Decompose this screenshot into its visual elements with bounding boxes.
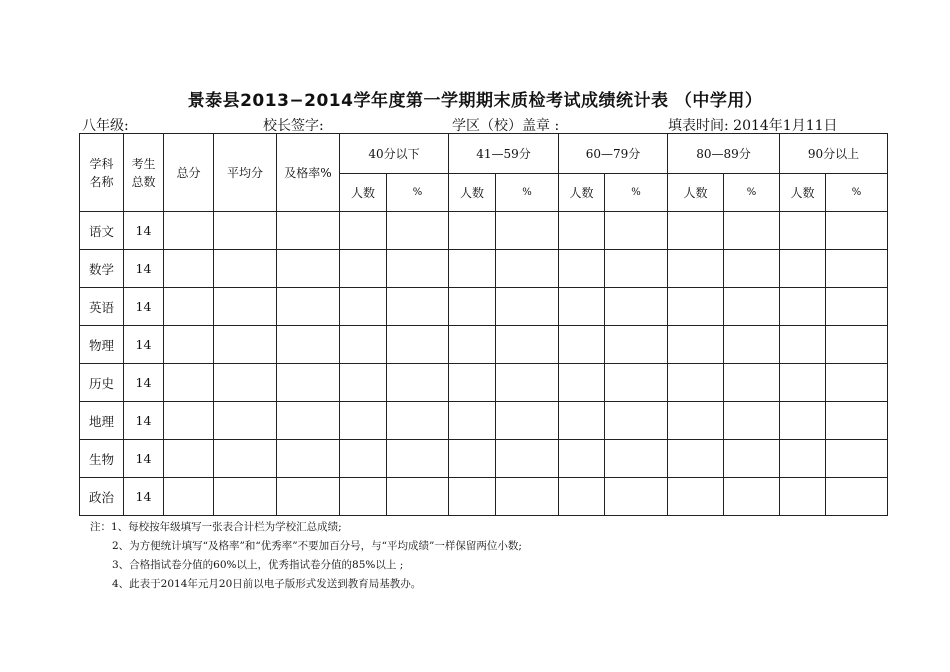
empty-entry-cell[interactable] [780,250,826,288]
empty-entry-cell[interactable] [559,250,605,288]
empty-entry-cell[interactable] [164,250,214,288]
band-2-people-header: 人数 [559,174,605,212]
page-title: 景泰县2013−2014学年度第一学期期末质检考试成绩统计表 （中学用） [187,91,763,111]
subject-header-line2: 名称 [89,174,114,189]
empty-entry-cell[interactable] [214,326,277,364]
band-2-percent-header: % [605,174,668,212]
empty-entry-cell[interactable] [340,250,387,288]
empty-entry-cell[interactable] [164,364,214,402]
empty-entry-cell[interactable] [214,402,277,440]
band-3-percent-header: % [724,174,780,212]
empty-entry-cell[interactable] [496,326,559,364]
table-row [80,326,888,364]
empty-entry-cell[interactable] [780,288,826,326]
pass-rate-header: 及格率% [277,134,340,212]
examinee-count-cell: 14 [124,402,164,440]
empty-entry-cell[interactable] [387,478,449,516]
empty-entry-cell[interactable] [724,288,780,326]
band-1-people-header: 人数 [449,174,496,212]
empty-entry-cell[interactable] [164,326,214,364]
examinee-count-cell: 14 [124,212,164,250]
empty-entry-cell[interactable] [559,478,605,516]
empty-entry-cell[interactable] [496,364,559,402]
empty-entry-cell[interactable] [164,478,214,516]
empty-entry-cell[interactable] [164,402,214,440]
empty-entry-cell[interactable] [668,478,724,516]
empty-entry-cell[interactable] [449,478,496,516]
empty-entry-cell[interactable] [340,440,387,478]
empty-entry-cell[interactable] [605,478,668,516]
note-4: 4、此表于2014年元月20日前以电子版形式发送到教育局基教办。 [112,578,422,590]
empty-entry-cell[interactable] [826,364,888,402]
empty-entry-cell[interactable] [605,326,668,364]
band-header-80-89: 80—89分 [668,134,780,174]
subject-header-line1: 学科 [89,156,114,171]
table-row [80,440,888,478]
empty-entry-cell[interactable] [668,440,724,478]
band-header-above-90: 90分以上 [780,134,888,174]
empty-entry-cell[interactable] [449,402,496,440]
subject-cell: 历史 [80,364,124,402]
empty-entry-cell[interactable] [826,440,888,478]
band-0-percent-header: % [387,174,449,212]
empty-entry-cell[interactable] [605,364,668,402]
empty-entry-cell[interactable] [277,402,340,440]
empty-entry-cell[interactable] [164,440,214,478]
empty-entry-cell[interactable] [826,250,888,288]
empty-entry-cell[interactable] [826,326,888,364]
empty-entry-cell[interactable] [780,212,826,250]
empty-entry-cell[interactable] [724,402,780,440]
empty-entry-cell[interactable] [449,326,496,364]
principal-signature-label: 校长签字: [263,118,324,134]
empty-entry-cell[interactable] [724,250,780,288]
subject-cell: 英语 [80,288,124,326]
empty-entry-cell[interactable] [724,212,780,250]
examinee-count-cell: 14 [124,250,164,288]
empty-entry-cell[interactable] [340,402,387,440]
empty-entry-cell[interactable] [277,364,340,402]
fill-date-label: 填表时间: 2014年1月11日 [668,118,838,134]
empty-entry-cell[interactable] [605,440,668,478]
band-header-41-59: 41—59分 [449,134,559,174]
empty-entry-cell[interactable] [449,288,496,326]
band-header-60-79: 60—79分 [559,134,668,174]
empty-entry-cell[interactable] [780,364,826,402]
examinees-header-line2: 总数 [131,174,156,189]
subject-cell: 数学 [80,250,124,288]
total-score-header: 总分 [164,134,214,212]
empty-entry-cell[interactable] [340,288,387,326]
table-row [80,478,888,516]
empty-entry-cell[interactable] [340,364,387,402]
examinee-count-cell: 14 [124,440,164,478]
empty-entry-cell[interactable] [277,250,340,288]
empty-entry-cell[interactable] [605,288,668,326]
empty-entry-cell[interactable] [214,364,277,402]
examinees-header [124,134,164,212]
band-1-percent-header: % [496,174,559,212]
empty-entry-cell[interactable] [387,288,449,326]
empty-entry-cell[interactable] [387,326,449,364]
examinee-count-cell: 14 [124,326,164,364]
empty-entry-cell[interactable] [496,440,559,478]
empty-entry-cell[interactable] [826,402,888,440]
empty-entry-cell[interactable] [496,288,559,326]
table-row [80,212,888,250]
empty-entry-cell[interactable] [277,440,340,478]
empty-entry-cell[interactable] [496,402,559,440]
empty-entry-cell[interactable] [559,364,605,402]
band-4-percent-header: % [826,174,888,212]
empty-entry-cell[interactable] [780,326,826,364]
band-header-below-40: 40分以下 [340,134,449,174]
note-2: 2、为方便统计填写“及格率”和“优秀率”不要加百分号，与“平均成绩”一样保留两位小数; [112,540,522,552]
examinees-header-line1: 考生 [131,156,156,171]
band-0-people-header: 人数 [340,174,387,212]
empty-entry-cell[interactable] [214,212,277,250]
empty-entry-cell[interactable] [605,402,668,440]
subject-cell: 地理 [80,402,124,440]
empty-entry-cell[interactable] [214,478,277,516]
empty-entry-cell[interactable] [164,212,214,250]
empty-entry-cell[interactable] [559,440,605,478]
empty-entry-cell[interactable] [340,212,387,250]
empty-entry-cell[interactable] [724,326,780,364]
empty-entry-cell[interactable] [387,212,449,250]
empty-entry-cell[interactable] [668,288,724,326]
empty-entry-cell[interactable] [780,402,826,440]
empty-entry-cell[interactable] [559,326,605,364]
empty-entry-cell[interactable] [668,326,724,364]
empty-entry-cell[interactable] [496,250,559,288]
table-row [80,402,888,440]
empty-entry-cell[interactable] [826,478,888,516]
empty-entry-cell[interactable] [387,364,449,402]
empty-entry-cell[interactable] [668,250,724,288]
table-row [80,288,888,326]
empty-entry-cell[interactable] [668,402,724,440]
empty-entry-cell[interactable] [340,478,387,516]
notes [90,518,522,594]
subject-cell: 语文 [80,212,124,250]
empty-entry-cell[interactable] [387,440,449,478]
empty-entry-cell[interactable] [668,212,724,250]
empty-entry-cell[interactable] [780,440,826,478]
empty-entry-cell[interactable] [340,326,387,364]
empty-entry-cell[interactable] [449,364,496,402]
empty-entry-cell[interactable] [164,288,214,326]
empty-entry-cell[interactable] [826,212,888,250]
empty-entry-cell[interactable] [449,212,496,250]
subject-cell: 生物 [80,440,124,478]
school-seal-label: 学区（校）盖章 : [452,118,560,134]
table-row [80,250,888,288]
empty-entry-cell[interactable] [214,440,277,478]
empty-entry-cell[interactable] [449,440,496,478]
subject-cell: 政治 [80,478,124,516]
empty-entry-cell[interactable] [496,478,559,516]
examinee-count-cell: 14 [124,478,164,516]
empty-entry-cell[interactable] [277,326,340,364]
empty-entry-cell[interactable] [387,250,449,288]
empty-entry-cell[interactable] [277,478,340,516]
empty-entry-cell[interactable] [387,402,449,440]
table-row [80,364,888,402]
empty-entry-cell[interactable] [605,212,668,250]
subject-header [80,134,124,212]
examinee-count-cell: 14 [124,364,164,402]
note-3: 3、合格指试卷分值的60%以上，优秀指试卷分值的85%以上 ; [112,559,404,571]
empty-entry-cell[interactable] [668,364,724,402]
empty-entry-cell[interactable] [780,478,826,516]
band-3-people-header: 人数 [668,174,724,212]
examinee-count-cell: 14 [124,288,164,326]
empty-entry-cell[interactable] [449,250,496,288]
empty-entry-cell[interactable] [214,288,277,326]
empty-entry-cell[interactable] [559,212,605,250]
grade-label: 八年级: [82,118,129,134]
empty-entry-cell[interactable] [496,212,559,250]
note-1: 注：1、每校按年级填写一张表合计栏为学校汇总成绩; [90,521,342,533]
empty-entry-cell[interactable] [826,288,888,326]
empty-entry-cell[interactable] [214,250,277,288]
subject-cell: 物理 [80,326,124,364]
band-4-people-header: 人数 [780,174,826,212]
empty-entry-cell[interactable] [724,364,780,402]
score-statistics-table [79,133,888,516]
empty-entry-cell[interactable] [277,212,340,250]
empty-entry-cell[interactable] [724,478,780,516]
empty-entry-cell[interactable] [605,250,668,288]
empty-entry-cell[interactable] [277,288,340,326]
empty-entry-cell[interactable] [559,402,605,440]
average-score-header: 平均分 [214,134,277,212]
empty-entry-cell[interactable] [559,288,605,326]
empty-entry-cell[interactable] [724,440,780,478]
